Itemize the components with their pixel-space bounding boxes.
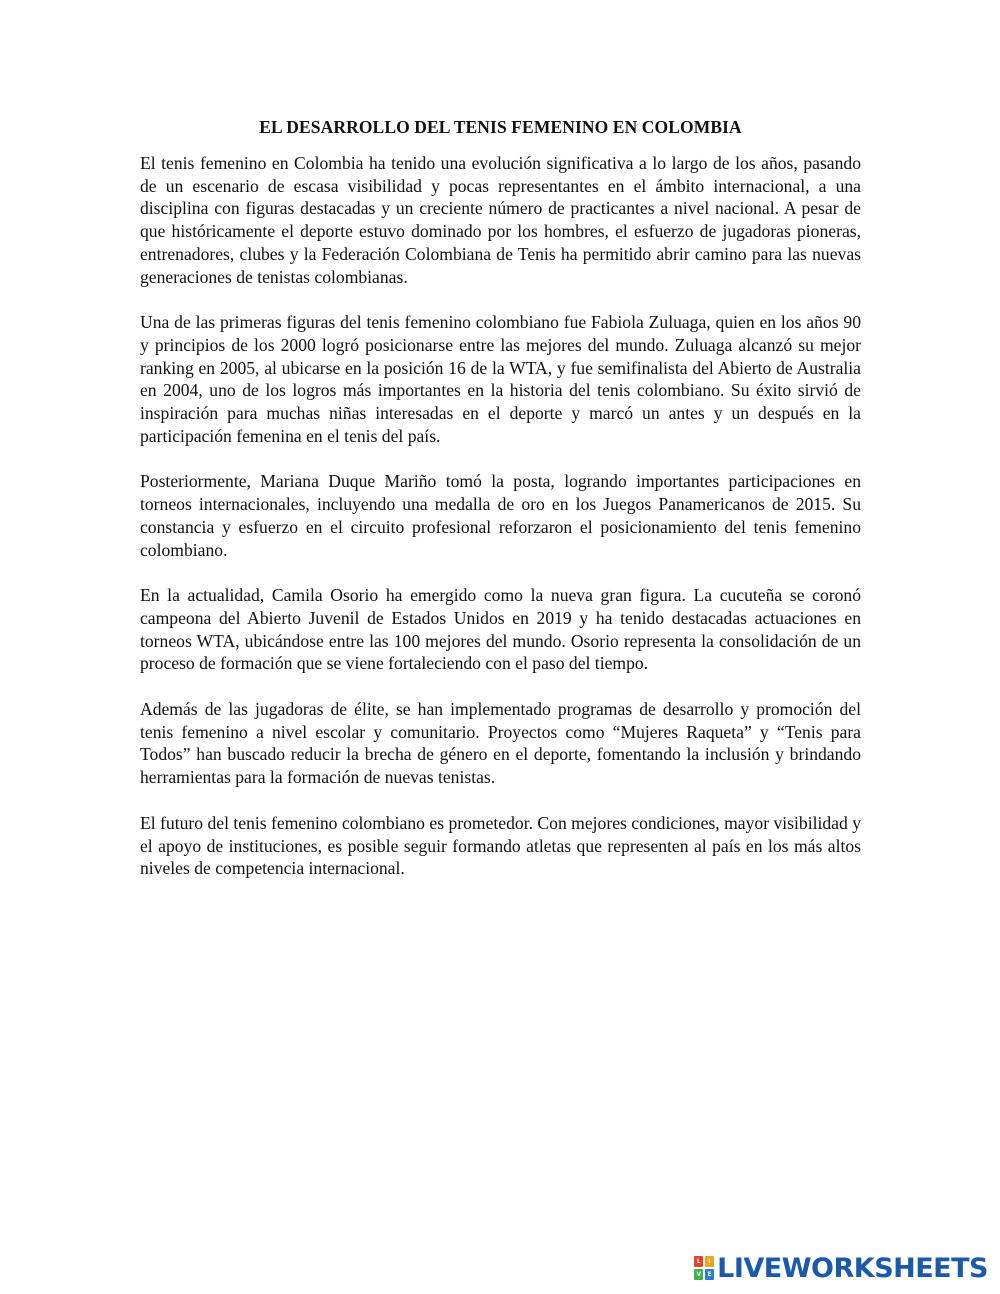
liveworksheets-logo-text: LIVEWORKSHEETS [717, 1252, 988, 1284]
logo-mark-e: E [705, 1269, 714, 1280]
paragraph-4: En la actualidad, Camila Osorio ha emergido como la nueva gran figura. La cucuteña se coronó campeona del Abierto Juvenil de Estados Unidos en 2019 y ha tenido destacadas actuaciones en torneos WTA, ubicándose entre las 100 mejores del mundo. Osorio representa la consolidación de un proceso de formación que se viene fortaleciendo con el paso del tiempo. [140, 585, 861, 674]
logo-mark-v: V [694, 1269, 703, 1280]
document-page [140, 116, 861, 903]
paragraph-5: Además de las jugadoras de élite, se han implementado programas de desarrollo y promoción del tenis femenino a nivel escolar y comunitario. Proyectos como “Mujeres Raqueta” y “Tenis para Todos” han buscado reducir la brecha de género en el deporte, fomentando la inclusión y brindando herramientas para la formación de nuevas tenistas. [140, 699, 861, 788]
logo-mark-l: L [694, 1256, 703, 1267]
paragraph-3: Posteriormente, Mariana Duque Mariño tomó la posta, logrando importantes participaciones en torneos internacionales, incluyendo una medalla de oro en los Juegos Panamericanos de 2015. Su constancia y esfuerzo en el circuito profesional reforzaron el posicionamiento del tenis femenino colombiano. [140, 471, 861, 560]
paragraph-2: Una de las primeras figuras del tenis femenino colombiano fue Fabiola Zuluaga, quien en los años 90 y principios de los 2000 logró posicionarse entre las mejores del mundo. Zuluaga alcanzó su mejor ranking en 2005, al ubicarse en la posición 16 de la WTA, y fue semifinalista del Abierto de Australia en 2004, uno de los logros más importantes en la historia del tenis colombiano. Su éxito sirvió de inspiración para muchas niñas interesadas en el deporte y marcó un antes y un después en la participación femenina en el tenis del país. [140, 312, 861, 446]
liveworksheets-logo[interactable] [694, 1252, 988, 1284]
paragraph-1: El tenis femenino en Colombia ha tenido una evolución significativa a lo largo de los años, pasando de un escenario de escasa visibilidad y pocas representantes en el ámbito internacional, a una disciplina con figuras destacadas y un creciente número de practicantes a nivel nacional. A pesar de que históricamente el deporte estuvo dominado por los hombres, el esfuerzo de jugadoras pioneras, entrenadores, clubes y la Federación Colombiana de Tenis ha permitido abrir camino para las nuevas generaciones de tenistas colombianas. [140, 153, 861, 287]
paragraph-6: El futuro del tenis femenino colombiano es prometedor. Con mejores condiciones, mayor visibilidad y el apoyo de instituciones, es posible seguir formando atletas que representen al país en los más altos niveles de competencia internacional. [140, 812, 861, 879]
logo-mark-i: I [705, 1256, 714, 1267]
document-title: EL DESARROLLO DEL TENIS FEMENINO EN COLOMBIA [259, 117, 742, 137]
liveworksheets-logo-icon [694, 1256, 714, 1280]
